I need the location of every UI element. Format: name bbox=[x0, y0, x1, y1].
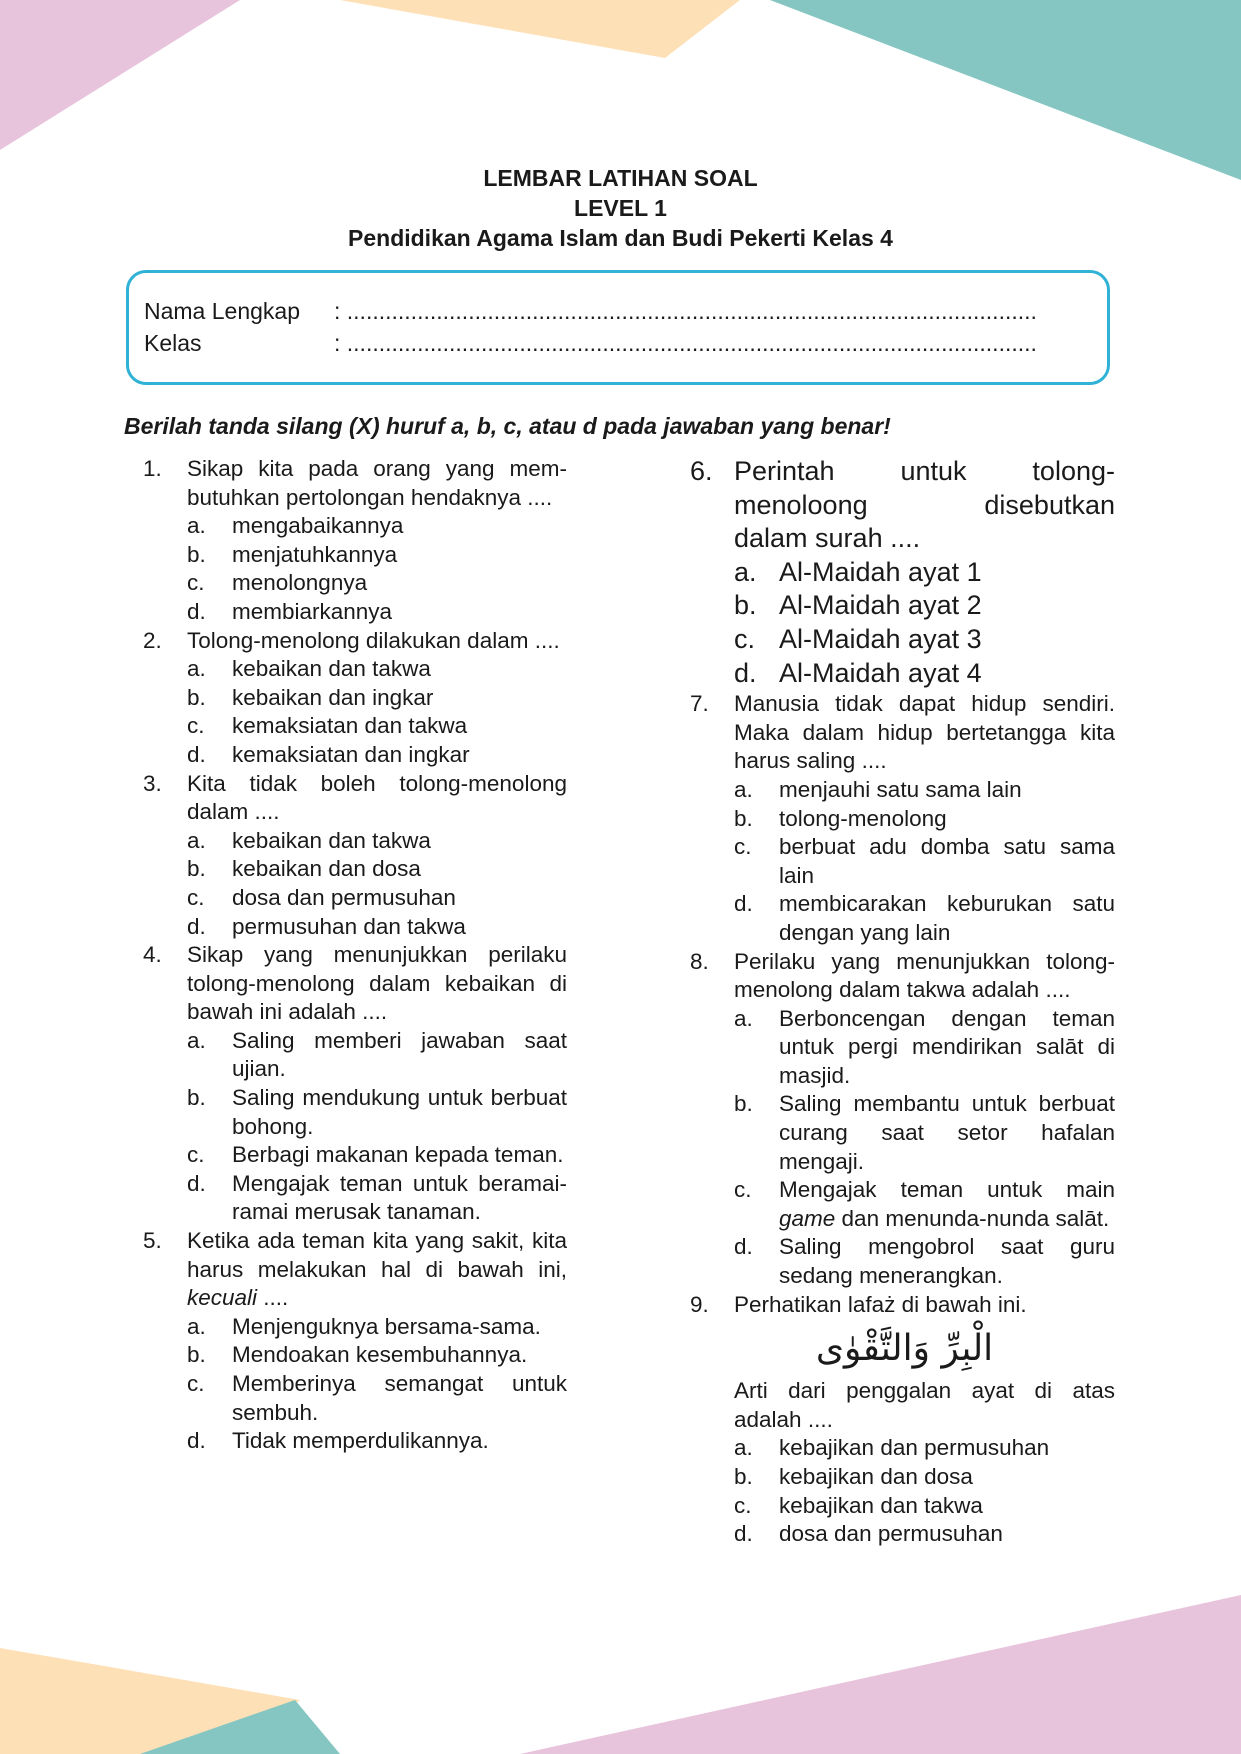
option-text: kebaikan dan ingkar bbox=[232, 684, 434, 710]
option-text: Saling mendukung untuk berbuat bohong. bbox=[232, 1085, 567, 1139]
question-text bbox=[734, 455, 1115, 556]
option-letter: a. bbox=[734, 776, 753, 802]
option-text: tolong-menolong bbox=[779, 805, 947, 831]
option-text: menolongnya bbox=[232, 570, 368, 596]
question-number: 7. bbox=[690, 691, 709, 717]
option-c[interactable] bbox=[187, 1141, 567, 1170]
option-letter: d. bbox=[187, 741, 206, 767]
name-row bbox=[144, 296, 1064, 326]
option-letter: b. bbox=[187, 1085, 206, 1111]
question-text: Perilaku yang menunjukkan tolong-menolong dalam takwa adalah .... bbox=[734, 948, 1115, 1003]
option-d[interactable] bbox=[734, 890, 1115, 947]
option-text: kemaksiatan dan ingkar bbox=[232, 741, 470, 767]
option-letter: d. bbox=[734, 891, 753, 917]
option-a[interactable] bbox=[187, 1027, 567, 1084]
option-text: Al-Maidah ayat 2 bbox=[779, 590, 982, 621]
option-text: mengabaikannya bbox=[232, 513, 404, 539]
option-d[interactable] bbox=[187, 741, 567, 770]
option-text: dosa dan permusuhan bbox=[232, 884, 456, 910]
question-text-part: disebutkan bbox=[984, 489, 1115, 520]
question-text-2: Arti dari penggalan ayat di atas adalah .... bbox=[734, 1378, 1115, 1432]
question-number: 5. bbox=[143, 1228, 162, 1254]
question-5 bbox=[143, 1227, 567, 1456]
page-title: LEMBAR LATIHAN SOAL bbox=[483, 165, 758, 191]
option-letter: a. bbox=[187, 1027, 206, 1053]
option-letter: c. bbox=[187, 570, 205, 596]
question-text: Sikap yang menunjukkan perilaku tolong-menolong dalam kebaikan di bawah ini adalah .... bbox=[187, 942, 567, 1025]
option-text: permusuhan dan takwa bbox=[232, 913, 466, 939]
option-letter: d. bbox=[187, 1170, 206, 1196]
option-text: kemaksiatan dan takwa bbox=[232, 713, 468, 739]
option-letter: c. bbox=[187, 884, 205, 910]
question-number: 3. bbox=[143, 770, 162, 796]
option-text: kebaikan dan dosa bbox=[232, 856, 421, 882]
option-b[interactable] bbox=[734, 589, 1115, 623]
answer-options bbox=[187, 1027, 567, 1227]
option-b[interactable] bbox=[187, 1341, 567, 1370]
option-letter: a. bbox=[187, 513, 206, 539]
questions-right-column bbox=[690, 455, 1115, 1549]
question-number: 8. bbox=[690, 948, 709, 974]
option-text: membiarkannya bbox=[232, 598, 393, 624]
option-letter: d. bbox=[187, 913, 206, 939]
question-text: Perhatikan lafaż di bawah ini. bbox=[734, 1291, 1027, 1317]
option-text-emphasis: game bbox=[779, 1205, 836, 1231]
option-d[interactable] bbox=[187, 1427, 567, 1456]
option-letter: b. bbox=[734, 805, 753, 831]
option-a[interactable] bbox=[734, 1005, 1115, 1091]
option-text: Menjenguknya bersama-sama. bbox=[232, 1313, 541, 1339]
question-text: Manusia tidak dapat hidup sendiri. Maka dalam hidup bertetangga kita harus saling .... bbox=[734, 691, 1115, 774]
option-text: Saling memberi jawaban saat ujian. bbox=[232, 1027, 567, 1082]
option-text: Memberinya semangat untuk sembuh. bbox=[232, 1371, 567, 1425]
option-letter: a. bbox=[187, 1313, 206, 1339]
answer-options bbox=[187, 512, 567, 626]
option-letter: c. bbox=[734, 1177, 752, 1203]
option-c[interactable] bbox=[734, 833, 1115, 890]
question-6 bbox=[690, 455, 1115, 690]
option-d[interactable] bbox=[734, 1520, 1115, 1549]
level-label: LEVEL 1 bbox=[574, 195, 667, 221]
option-a[interactable] bbox=[187, 1313, 567, 1342]
option-b[interactable] bbox=[734, 805, 1115, 834]
subject-label: Pendidikan Agama Islam dan Budi Pekerti Kelas 4 bbox=[348, 225, 893, 251]
questions-left-column bbox=[143, 455, 567, 1456]
option-letter: a. bbox=[734, 556, 757, 587]
option-text bbox=[779, 1177, 1115, 1231]
question-number: 2. bbox=[143, 627, 162, 653]
option-letter: b. bbox=[734, 590, 757, 621]
option-letter: c. bbox=[187, 713, 205, 739]
option-letter: c. bbox=[187, 1142, 205, 1168]
option-letter: a. bbox=[734, 1435, 753, 1461]
option-text: Saling mengobrol saat guru sedang menerangkan. bbox=[779, 1234, 1115, 1289]
name-fill-line[interactable]: : ............................................................................................................ bbox=[334, 298, 1037, 324]
option-a[interactable] bbox=[734, 556, 1115, 590]
option-letter: b. bbox=[187, 856, 206, 882]
option-d[interactable] bbox=[734, 1233, 1115, 1290]
option-c[interactable] bbox=[734, 1492, 1115, 1521]
answer-options bbox=[734, 556, 1115, 690]
answer-options bbox=[187, 1313, 567, 1456]
option-b[interactable] bbox=[187, 1084, 567, 1141]
option-text: kebaikan dan takwa bbox=[232, 656, 431, 682]
question-text-end: .... bbox=[257, 1285, 289, 1311]
answer-options bbox=[734, 1005, 1115, 1291]
question-2 bbox=[143, 627, 567, 770]
page-header bbox=[0, 163, 1241, 253]
option-letter: a. bbox=[187, 827, 206, 853]
option-letter: b. bbox=[187, 684, 206, 710]
question-text bbox=[187, 1227, 567, 1313]
option-letter: d. bbox=[187, 598, 206, 624]
option-c[interactable] bbox=[187, 569, 567, 598]
option-text: kebajikan dan takwa bbox=[779, 1492, 983, 1518]
option-text: kebajikan dan dosa bbox=[779, 1464, 973, 1489]
option-c[interactable] bbox=[734, 623, 1115, 657]
option-text: Al-Maidah ayat 4 bbox=[779, 657, 982, 688]
option-letter: d. bbox=[734, 1521, 753, 1547]
option-text: Berboncengan dengan teman untuk pergi mendirikan salāt di masjid. bbox=[779, 1005, 1115, 1088]
option-text: dosa dan permusuhan bbox=[779, 1521, 1003, 1547]
option-b[interactable] bbox=[187, 684, 567, 713]
answer-options bbox=[734, 776, 1115, 948]
option-d[interactable] bbox=[734, 657, 1115, 691]
question-8 bbox=[690, 948, 1115, 1291]
question-text-part: Perintah bbox=[734, 456, 835, 486]
option-text-main: Mengajak teman untuk main bbox=[779, 1177, 1115, 1203]
class-label: Kelas bbox=[144, 330, 202, 356]
option-text: kebaikan dan takwa bbox=[232, 827, 431, 853]
option-a[interactable] bbox=[734, 1434, 1115, 1463]
option-a[interactable] bbox=[187, 655, 567, 684]
question-number: 1. bbox=[143, 456, 162, 481]
option-b[interactable] bbox=[734, 1463, 1115, 1492]
question-text: Tolong-menolong dilakukan dalam .... bbox=[187, 627, 560, 653]
option-text: berbuat adu domba satu sama lain bbox=[779, 834, 1115, 888]
option-d[interactable] bbox=[187, 913, 567, 942]
question-4 bbox=[143, 941, 567, 1227]
question-9 bbox=[690, 1291, 1115, 1549]
student-identity-box bbox=[126, 270, 1110, 385]
option-letter: b. bbox=[734, 1091, 753, 1117]
question-text: Kita tidak boleh tolong-menolong dalam .... bbox=[187, 770, 567, 825]
question-1 bbox=[143, 455, 567, 627]
question-number: 4. bbox=[143, 942, 162, 968]
question-text-emphasis: kecuali bbox=[187, 1285, 258, 1311]
question-3 bbox=[143, 770, 567, 942]
option-c[interactable] bbox=[187, 1370, 567, 1427]
option-b[interactable] bbox=[187, 541, 567, 570]
option-text: menjauhi satu sama lain bbox=[779, 776, 1022, 802]
option-letter: c. bbox=[734, 834, 752, 860]
question-text: Sikap kita pada orang yang mem-butuhkan pertolongan hendaknya .... bbox=[187, 456, 567, 510]
option-a[interactable] bbox=[734, 776, 1115, 805]
option-letter: b. bbox=[187, 1342, 206, 1368]
option-text: Al-Maidah ayat 1 bbox=[779, 556, 982, 587]
question-7 bbox=[690, 690, 1115, 947]
option-text: membicarakan keburukan satu dengan yang lain bbox=[779, 891, 1115, 945]
arabic-phrase: الْبِرِّ وَالتَّقْوٰى bbox=[815, 1328, 994, 1370]
option-d[interactable] bbox=[187, 1170, 567, 1227]
option-letter: c. bbox=[734, 1492, 752, 1518]
option-c[interactable] bbox=[734, 1176, 1115, 1233]
option-text: Saling membantu untuk berbuat curang saat setor hafalan mengaji. bbox=[779, 1091, 1115, 1174]
option-letter: c. bbox=[187, 1371, 205, 1396]
question-text-main: Ketika ada teman kita yang sakit, kita harus melakukan hal di bawah ini, bbox=[187, 1228, 567, 1282]
option-text: menjatuhkannya bbox=[232, 541, 398, 567]
name-label: Nama Lengkap bbox=[144, 298, 300, 324]
option-text: Al-Maidah ayat 3 bbox=[779, 623, 982, 654]
question-text-part: menoloong bbox=[734, 489, 868, 520]
option-text-end: dan menunda-nunda salāt. bbox=[835, 1205, 1110, 1231]
option-a[interactable] bbox=[187, 827, 567, 856]
option-a[interactable] bbox=[187, 512, 567, 541]
option-letter: a. bbox=[734, 1005, 753, 1031]
option-text: Tidak memperdulikannya. bbox=[232, 1428, 489, 1454]
question-text-part: tolong- bbox=[1032, 456, 1115, 486]
option-letter: b. bbox=[187, 541, 206, 567]
option-c[interactable] bbox=[187, 712, 567, 741]
answer-options bbox=[187, 827, 567, 941]
option-text: kebajikan dan permusuhan bbox=[779, 1435, 1050, 1461]
class-row bbox=[144, 328, 1064, 358]
option-text: Berbagi makanan kepada teman. bbox=[232, 1142, 564, 1168]
answer-options bbox=[734, 1434, 1115, 1548]
question-number: 6. bbox=[690, 456, 713, 486]
option-letter: d. bbox=[187, 1428, 206, 1454]
instruction-text: Berilah tanda silang (X) huruf a, b, c, atau d pada jawaban yang benar! bbox=[124, 413, 891, 439]
option-b[interactable] bbox=[187, 855, 567, 884]
class-fill-line[interactable]: : ............................................................................................................ bbox=[334, 330, 1037, 356]
option-b[interactable] bbox=[734, 1090, 1115, 1176]
option-text: Mengajak teman untuk beramai-ramai merusak tanaman. bbox=[232, 1170, 567, 1225]
option-letter: c. bbox=[734, 623, 756, 654]
option-letter: a. bbox=[187, 656, 206, 682]
question-number: 9. bbox=[690, 1291, 709, 1317]
question-text-part: untuk bbox=[900, 456, 967, 486]
option-letter: b. bbox=[734, 1464, 753, 1489]
option-c[interactable] bbox=[187, 884, 567, 913]
option-text: Mendoakan kesembuhannya. bbox=[232, 1342, 528, 1368]
option-d[interactable] bbox=[187, 598, 567, 627]
option-letter: d. bbox=[734, 657, 757, 688]
answer-options bbox=[187, 655, 567, 769]
question-text-part: dalam surah .... bbox=[734, 523, 921, 554]
option-letter: d. bbox=[734, 1234, 753, 1260]
